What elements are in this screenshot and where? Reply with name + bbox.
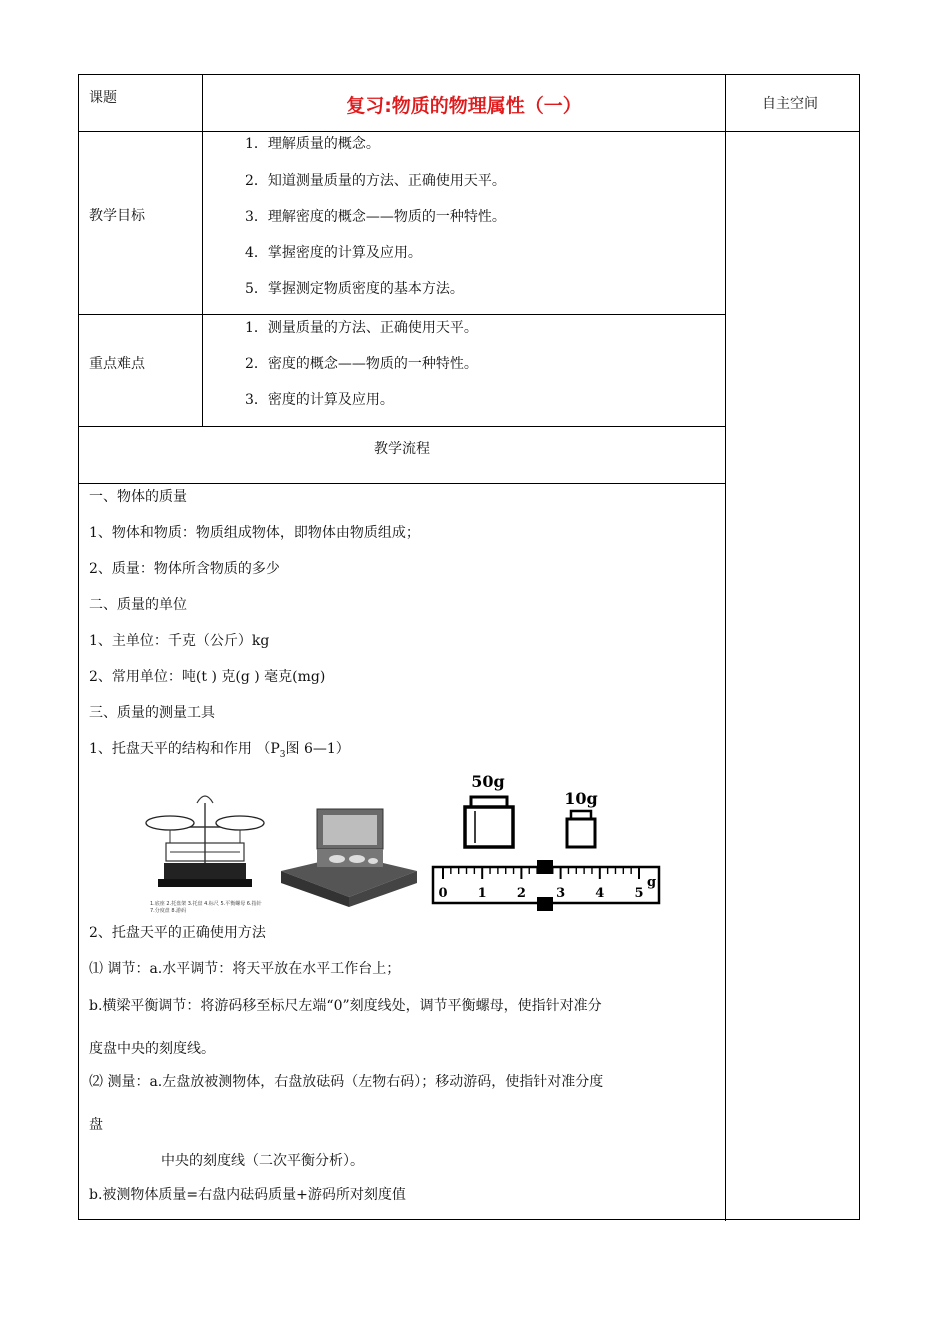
rider-top bbox=[537, 860, 553, 874]
row-divider-header bbox=[79, 131, 859, 132]
rider-bottom bbox=[537, 897, 553, 911]
scale-tick-label: 4 bbox=[595, 886, 605, 901]
flow-line: 度盘中央的刻度线。 bbox=[89, 1041, 215, 1057]
lesson-plan-table bbox=[78, 74, 860, 1220]
flow-line-balance bbox=[89, 739, 350, 765]
flow-line: 2、质量：物体所含物质的多少 bbox=[89, 561, 280, 577]
flow-line: 2、常用单位：吨(t ) 克(g ) 毫克(mg) bbox=[89, 669, 326, 685]
page-title: 复习:物质的物理属性（一） bbox=[346, 95, 582, 117]
topic-label: 课题 bbox=[89, 90, 117, 106]
weight-box-photo bbox=[279, 807, 419, 907]
flow-line: 1、主单位：千克（公斤）kg bbox=[89, 633, 270, 649]
keypoint-item: 2．密度的概念——物质的一种特性。 bbox=[245, 356, 478, 372]
flow-heading: 教学流程 bbox=[374, 441, 430, 457]
scale-tick-label: 2 bbox=[516, 886, 526, 901]
flow-line: 二、质量的单位 bbox=[89, 597, 187, 613]
flow-line: 1、物体和物质：物质组成物体，即物体由物质组成； bbox=[89, 525, 420, 541]
weight-small-label: 10g bbox=[564, 789, 598, 808]
keypoints-label: 重点难点 bbox=[89, 356, 145, 372]
scale-unit: g bbox=[647, 875, 657, 890]
balance-line-prefix: 1、托盘天平的结构和作用 （P bbox=[89, 741, 280, 757]
row-divider-objectives bbox=[79, 314, 725, 315]
flow-line: 2、托盘天平的正确使用方法 bbox=[89, 925, 266, 941]
column-divider-left bbox=[202, 75, 203, 426]
balance-line-sub: 3 bbox=[279, 749, 286, 760]
flow-line: b.被测物体质量=右盘内砝码质量+游码所对刻度值 bbox=[89, 1187, 406, 1203]
flow-line: b.横梁平衡调节：将游码移至标尺左端“0”刻度线处，调节平衡螺母，使指针对准分 bbox=[89, 998, 602, 1014]
right-pan bbox=[216, 816, 264, 830]
balance-diagram-figure bbox=[134, 783, 274, 913]
scale-tick-label: 5 bbox=[634, 886, 644, 901]
flow-line: ⑵ 测量：a.左盘放被测物体，右盘放砝码（左物右码）；移动游码，使指针对准分度 bbox=[89, 1074, 604, 1090]
balance-line-suffix: 图 6—1） bbox=[285, 741, 350, 757]
objective-item: 2．知道测量质量的方法、正确使用天平。 bbox=[245, 173, 506, 189]
scale-tick-label: 0 bbox=[438, 886, 448, 901]
flow-line: 三、质量的测量工具 bbox=[89, 705, 215, 721]
column-divider-right bbox=[725, 75, 726, 1221]
scale-tick-label: 1 bbox=[477, 886, 487, 901]
side-space-label: 自主空间 bbox=[762, 96, 818, 112]
parts-legend: 7.分度盘 8.游码 bbox=[150, 908, 187, 913]
keypoint-item: 3．密度的计算及应用。 bbox=[245, 392, 394, 408]
flow-line: 盘 bbox=[89, 1117, 103, 1133]
keypoint-item: 1．测量质量的方法、正确使用天平。 bbox=[245, 320, 478, 336]
weights-and-scale-figure bbox=[431, 771, 663, 915]
objective-item: 1．理解质量的概念。 bbox=[245, 136, 380, 152]
row-divider-keypoints bbox=[79, 426, 725, 427]
parts-legend: 1.底座 2.托盘架 3.托盘 4.标尺 5.平衡螺母 6.指针 bbox=[150, 901, 262, 907]
row-divider-flow-heading bbox=[79, 483, 725, 484]
flow-line: 一、物体的质量 bbox=[89, 489, 187, 505]
objectives-label: 教学目标 bbox=[89, 208, 145, 224]
objective-item: 4．掌握密度的计算及应用。 bbox=[245, 245, 422, 261]
objective-item: 3．理解密度的概念——物质的一种特性。 bbox=[245, 209, 506, 225]
flow-line: 中央的刻度线（二次平衡分析）。 bbox=[161, 1153, 364, 1169]
flow-line: ⑴ 调节：a.水平调节：将天平放在水平工作台上； bbox=[89, 961, 401, 977]
objective-item: 5．掌握测定物质密度的基本方法。 bbox=[245, 281, 464, 297]
left-pan bbox=[146, 816, 194, 830]
weight-large-label: 50g bbox=[471, 772, 505, 791]
scale-tick-label: 3 bbox=[556, 886, 566, 901]
